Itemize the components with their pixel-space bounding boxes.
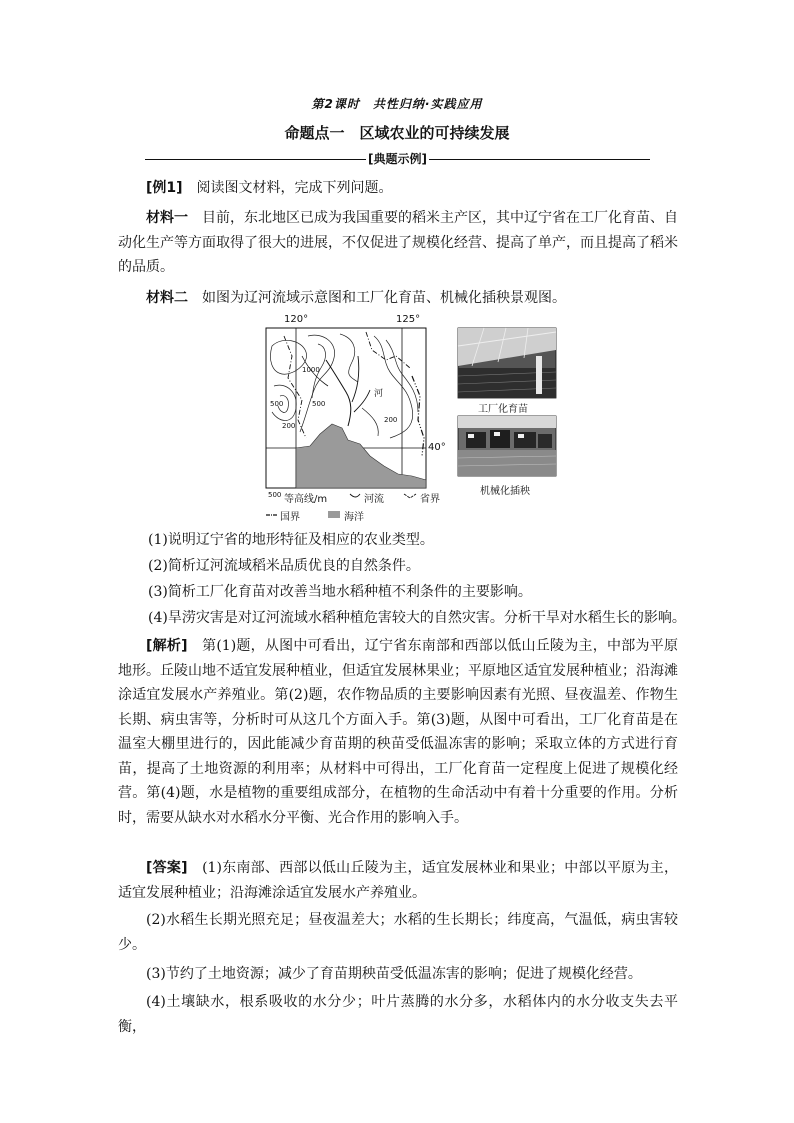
answer-label: [答案] bbox=[146, 860, 188, 876]
topic-title: 命题点一 区域农业的可持续发展 bbox=[284, 124, 510, 142]
latitude-40-label: 40° bbox=[428, 442, 446, 453]
figure-liaohe bbox=[262, 316, 562, 521]
photo1-caption: 工厂化育苗 bbox=[478, 404, 528, 415]
material-1 bbox=[118, 206, 678, 280]
material-2-text: 如图为辽河流域示意图和工厂化育苗、机械化插秧景观图。 bbox=[202, 290, 566, 306]
river-name-label: 河 bbox=[374, 389, 384, 399]
legend-sea-swatch bbox=[328, 511, 340, 518]
contour-label-4: 200 bbox=[282, 422, 296, 430]
question-1: (1)说明辽宁省的地形特征及相应的农业类型。 bbox=[148, 532, 434, 548]
question-4: (4)旱涝灾害是对辽河流域水稻种植危害较大的自然灾害。分析干旱对水稻生长的影响。 bbox=[148, 610, 686, 626]
example-intro bbox=[118, 176, 678, 201]
material-2 bbox=[118, 286, 678, 311]
material-2-label: 材料二 bbox=[146, 290, 188, 306]
legend-sea: 海洋 bbox=[344, 512, 364, 523]
legend-national: 国界 bbox=[280, 512, 300, 523]
section-label: [典题示例] bbox=[368, 152, 427, 166]
legend-river-line bbox=[350, 494, 360, 497]
answer-4: (4)土壤缺水，根系吸收的水分少；叶片蒸腾的水分多，水稻体内的水分收支失去平衡， bbox=[118, 994, 678, 1035]
photo-factory-seedling bbox=[458, 328, 556, 398]
contour-label-1: 1000 bbox=[302, 366, 320, 374]
contour-label-3: 500 bbox=[312, 400, 326, 408]
photo2-caption: 机械化插秧 bbox=[480, 486, 530, 497]
question-3: (3)简析工厂化育苗对改善当地水稻种植不利条件的主要影响。 bbox=[148, 584, 532, 600]
longitude-120-label: 120° bbox=[284, 314, 309, 325]
contour-label-5: 200 bbox=[384, 416, 398, 424]
analysis-block bbox=[118, 634, 678, 830]
legend-contour: 等高线/m bbox=[284, 494, 328, 505]
photo-mechanized-transplanting bbox=[458, 416, 556, 476]
question-2: (2)简析辽河流域稻米品质优良的自然条件。 bbox=[148, 558, 420, 574]
answer-2: (2)水稻生长期光照充足；昼夜温差大；水稻的生长期长；纬度高，气温低，病虫害较少。 bbox=[118, 912, 678, 953]
legend-contour-sample: 500 bbox=[268, 491, 282, 499]
material-1-label: 材料一 bbox=[146, 210, 188, 226]
analysis-label: [解析] bbox=[146, 638, 188, 654]
longitude-125-label: 125° bbox=[396, 314, 421, 325]
legend-province-line bbox=[404, 494, 416, 498]
analysis-text: 第(1)题，从图中可看出，辽宁省东南部和西部以低山丘陵为主，中部为平原地形。丘陵山地不适宜发展种植业，但适宜发展林果业；平原地区适宜发展种植业；沿海滩涂适宜发展水产养殖业。第(2)题，农作物品质的主要影响因素有光照、昼夜温差、作物生长期、病虫害等，分析时可从这几个方面入手。第(3)题，从图中可看出，工厂化育苗是在温室大棚里进行的，因此能减少育苗期的秧苗受低温冻害的影响；采取立体的方式进行育苗，提高了土地资源的利用率；从材料中可得出，工厂化育苗一定程度上促进了规模化经营。第(4)题，水是植物的重要组成部分，在植物的生命活动中有着十分重要的作用。分析时，需要从缺水对水稻水分平衡、光合作用的影响入手。 bbox=[118, 638, 679, 826]
contour-label-2: 500 bbox=[270, 400, 284, 408]
legend-province: 省界 bbox=[420, 494, 440, 505]
section-divider bbox=[145, 150, 650, 168]
lesson-title: 第2课时 共性归纳·实践应用 bbox=[311, 97, 483, 111]
answer-3: (3)节约了土地资源；减少了育苗期秧苗受低温冻害的影响；促进了规模化经营。 bbox=[146, 966, 642, 982]
answer-1: (1)东南部、西部以低山丘陵为主，适宜发展林业和果业；中部以平原为主，适宜发展种植业；沿海滩涂适宜发展水产养殖业。 bbox=[118, 860, 679, 901]
example-intro-text: 阅读图文材料，完成下列问题。 bbox=[196, 180, 393, 196]
answer-block bbox=[118, 856, 678, 905]
material-1-text: 目前，东北地区已成为我国重要的稻米主产区，其中辽宁省在工厂化育苗、自动化生产等方面取得了很大的进展，不仅促进了规模化经营、提高了单产，而且提高了稻米的品质。 bbox=[118, 210, 678, 275]
example-label: [例1] bbox=[146, 180, 183, 196]
legend-river: 河流 bbox=[364, 494, 384, 505]
